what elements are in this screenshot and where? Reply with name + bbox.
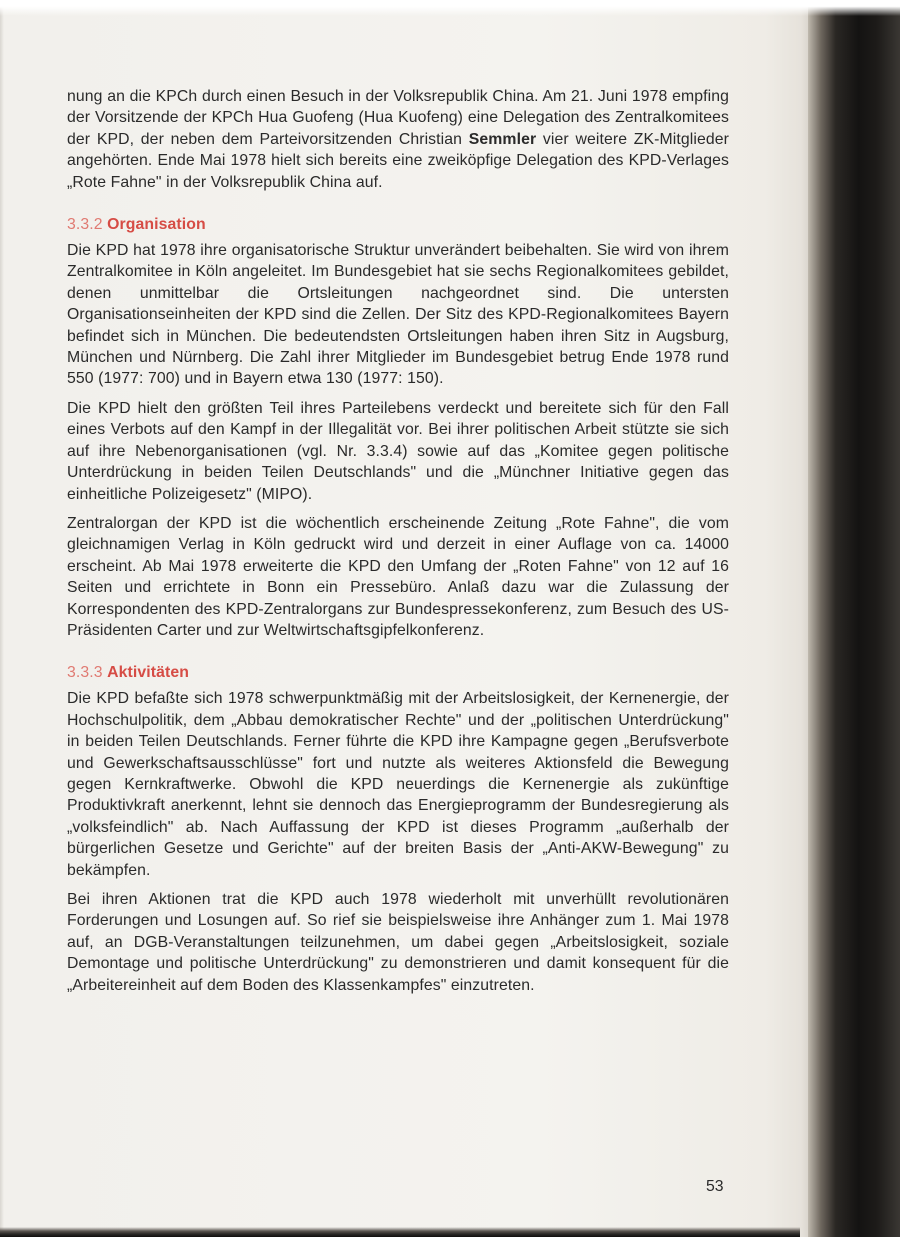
paragraph: Die KPD befaßte sich 1978 schwerpunktmäßig mit der Arbeitslosigkeit, der Kernenergie, der Hochschulpolitik, dem „Abbau demokratischer Rechte" und der „politischen Unterdrückung" in beiden Teilen Deutschlands. Ferner führte die KPD ihre Kampagne gegen „Berufsverbote und Gewerkschaftsausschlüsse" fort und nutzte als weiteres Aktionsfeld die Bewegung gegen Kernkraftwerke. Obwohl die KPD neuerdings die Kernenergie als zukünftige Produktivkraft anerkennt, lehnt sie dennoch das Energieprogramm der Bundesregierung als „volksfeindlich" ab. Nach Auffassung der KPD ist dieses Programm „außerhalb der bürgerlichen Gesetze und Gerichte" auf der breiten Basis der „Anti-AKW-Bewegung" zu bekämpfen. xyxy=(67,690,729,879)
intro-text-1: nung an die KPCh durch einen Besuch in der Volksrepublik China. Am 21. Juni 1978 empfing der Vorsitzende der KPCh Hua Guofeng (Hua Kuofeng) eine Delegation des Zentralkomitees der KPD, der neben dem Parteivorsitzenden Christian xyxy=(67,88,729,148)
intro-paragraph xyxy=(67,86,729,193)
section-number: 3.3.2 xyxy=(67,216,103,234)
page-number: 53 xyxy=(706,1178,724,1195)
section-number: 3.3.3 xyxy=(67,664,103,682)
paragraph: Zentralorgan der KPD ist die wöchentlich erscheinende Zeitung „Rote Fahne", die vom gleichnamigen Verlag in Köln gedruckt wird und derzeit in einer Auflage von ca. 14000 erscheint. Ab Mai 1978 erweiterte die KPD den Umfang der „Roten Fahne" von 12 auf 16 Seiten und errichtete in Bonn ein Pressebüro. Anlaß dazu war die Zulassung der Korrespondenten des KPD-Zentralorgans zur Bundespressekonferenz, zum Besuch des US-Präsidenten Carter und zur Weltwirtschaftsgipfelkonferenz. xyxy=(67,514,729,639)
paragraph: Die KPD hat 1978 ihre organisatorische Struktur unverändert beibehalten. Sie wird von ihrem Zentralkomitee in Köln angeleitet. Im Bundesgebiet hat sie sechs Regionalkomitees gebildet, denen unmittelbar die Ortsleitungen nachgeordnet sind. Die untersten Organisationseinheiten der KPD sind die Zellen. Der Sitz des KPD-Regionalkomitees Bayern befindet sich in München. Die bedeutendsten Ortsleitungen haben ihren Sitz in Augsburg, München und Nürnberg. Die Zahl ihrer Mitglieder im Bundesgebiet betrug Ende 1978 rund 550 (1977: 700) und in Bayern etwa 130 (1977: 150). xyxy=(67,242,729,388)
intro-text-2: vier weitere ZK-Mitglieder angehörten. Ende Mai 1978 hielt sich bereits eine zweiköpfige Delegation des KPD-Verlages „Rote Fahne" in der Volksrepublik China auf. xyxy=(67,130,730,191)
page-bottom-edge xyxy=(0,1227,800,1237)
page-top-edge xyxy=(0,0,900,16)
page-left-edge xyxy=(0,0,4,1243)
scan-margin xyxy=(0,1237,900,1243)
paragraph: Die KPD hielt den größten Teil ihres Parteilebens verdeckt und bereitete sich für den Fall eines Verbots auf den Kampf in der Illegalität vor. Bei ihrer politischen Arbeit stützte sie sich auf ihre Nebenorganisationen (vgl. Nr. 3.3.4) sowie auf das „Komitee gegen politische Unterdrückung in beiden Teilen Deutschlands" und die „Münchner Initiative gegen das einheitliche Polizeigesetz" (MIPO). xyxy=(67,399,729,503)
page-content xyxy=(67,86,729,1004)
book-binding xyxy=(808,0,900,1243)
section-heading-organisation xyxy=(67,214,729,235)
section-title: Organisation xyxy=(107,216,206,234)
paragraph: Bei ihren Aktionen trat die KPD auch 1978 wiederholt mit unverhüllt revolutionären Forderungen und Losungen auf. So rief sie beispielsweise ihre Anhänger zum 1. Mai 1978 auf, an DGB-Veranstaltungen teilzunehmen, um dabei gegen „Arbeitslosigkeit, soziale Demontage und politische Unterdrückung" zu demonstrieren und damit konsequent für die „Arbeitereinheit auf dem Boden des Klassenkampfes" einzutreten. xyxy=(67,891,729,994)
intro-name-semmler: Semmler xyxy=(468,130,537,148)
section-heading-aktivitaeten xyxy=(67,662,729,683)
section-title: Aktivitäten xyxy=(107,664,189,682)
